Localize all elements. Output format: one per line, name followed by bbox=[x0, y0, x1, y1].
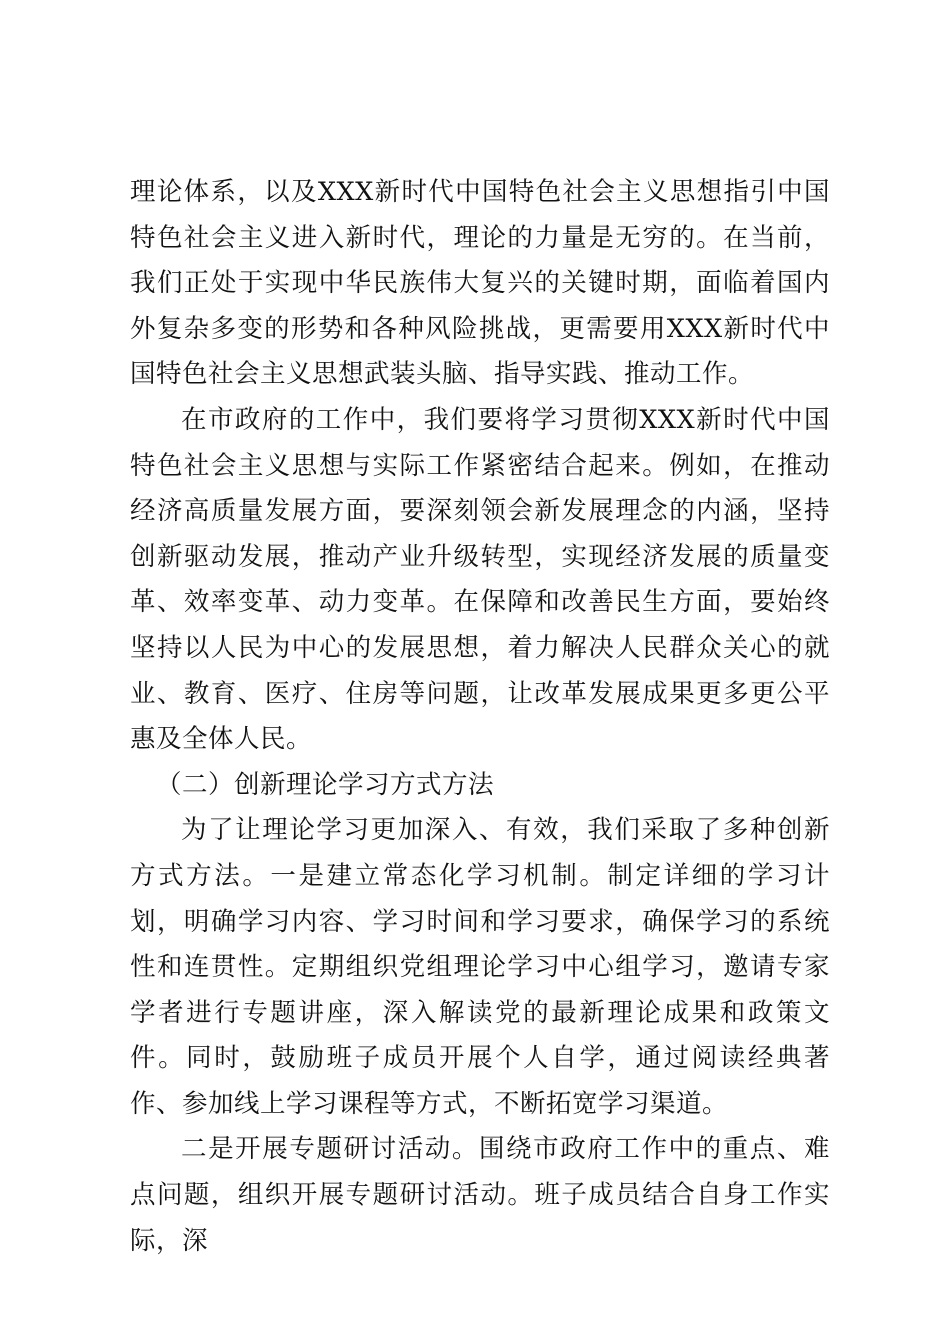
body-paragraph: 为了让理论学习更加深入、有效，我们采取了多种创新方式方法。一是建立常态化学习机制。制定详细的学习计划，明确学习内容、学习时间和学习要求，确保学习的系统性和连贯性。定期组织党组理论学习中心组学习，邀请专家学者进行专题讲座，深入解读党的最新理论成果和政策文件。同时，鼓励班子成员开展个人自学，通过阅读经典著作、参加线上学习课程等方式，不断拓宽学习渠道。 bbox=[130, 815, 830, 1119]
section-heading: （二）创新理论学习方式方法 bbox=[156, 769, 495, 800]
document-page bbox=[130, 170, 830, 1264]
body-paragraph: 二是开展专题研讨活动。围绕市政府工作中的重点、难点问题，组织开展专题研讨活动。班子成员结合自身工作实际，深 bbox=[130, 1134, 830, 1256]
body-paragraph: 理论体系，以及XXX新时代中国特色社会主义思想指引中国特色社会主义进入新时代，理论的力量是无穷的。在当前，我们正处于实现中华民族伟大复兴的关键时期，面临着国内外复杂多变的形势和各种风险挑战，更需要用XXX新时代中国特色社会主义思想武装头脑、指导实践、推动工作。 bbox=[130, 177, 830, 390]
body-paragraph: 在市政府的工作中，我们要将学习贯彻XXX新时代中国特色社会主义思想与实际工作紧密结合起来。例如，在推动经济高质量发展方面，要深刻领会新发展理念的内涵，坚持创新驱动发展，推动产业升级转型，实现经济发展的质量变革、效率变革、动力变革。在保障和改善民生方面，要始终坚持以人民为中心的发展思想，着力解决人民群众关心的就业、教育、医疗、住房等问题，让改革发展成果更多更公平惠及全体人民。 bbox=[130, 404, 830, 755]
